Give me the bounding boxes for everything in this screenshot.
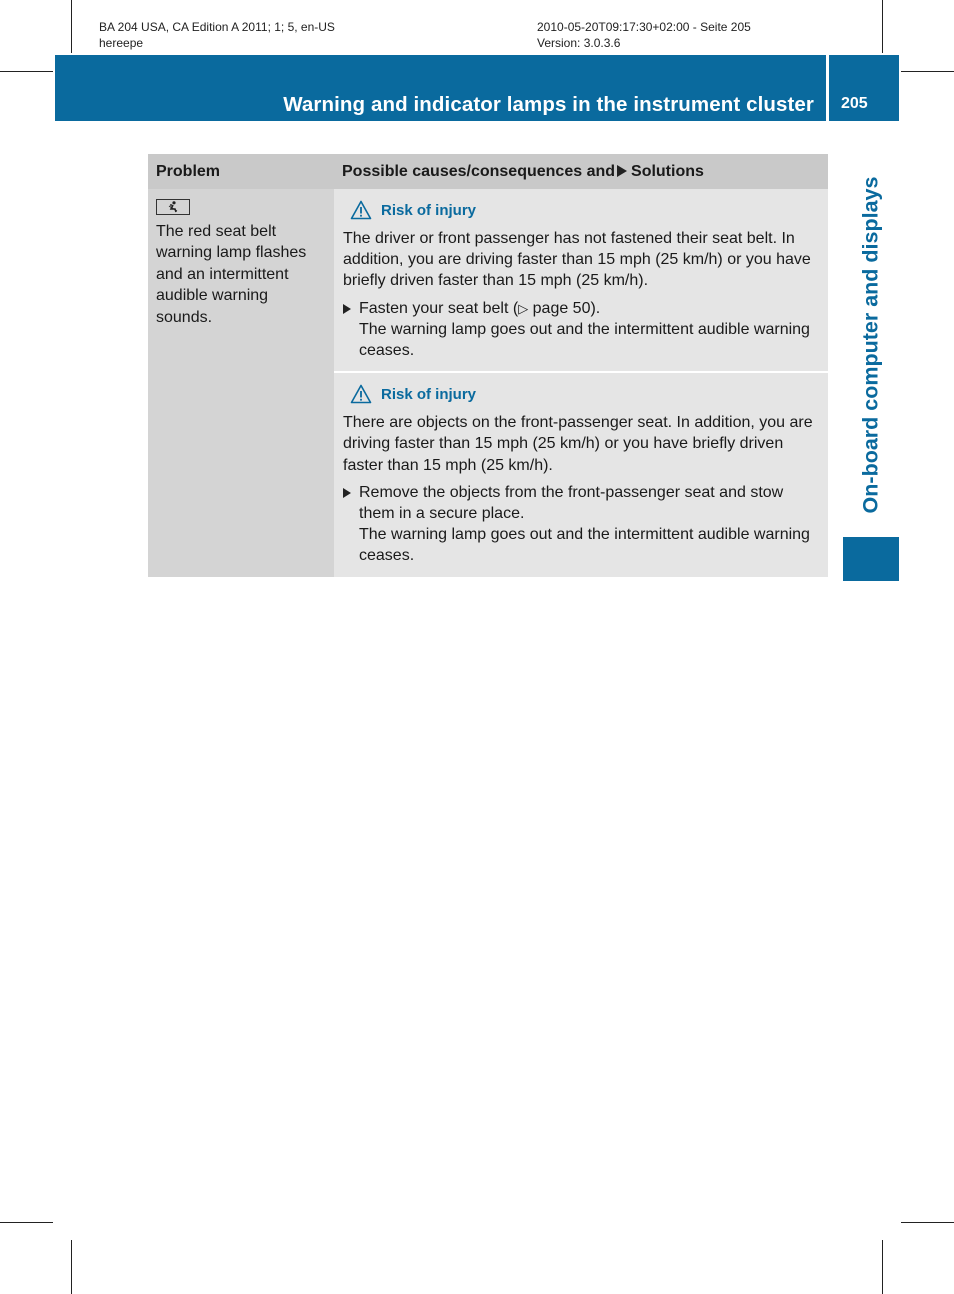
warning-triangle-icon: [350, 384, 372, 404]
page-title: Warning and indicator lamps in the instrument cluster: [283, 93, 814, 116]
column-header-solutions: [334, 154, 828, 189]
crop-mark: [882, 0, 883, 53]
print-meta-left: [99, 19, 335, 51]
print-meta-right: [537, 19, 751, 51]
meta-edition: BA 204 USA, CA Edition A 2011; 1; 5, en-US: [99, 20, 335, 34]
step-arrow-icon: [343, 298, 359, 362]
column-header-causes: Possible causes/consequences and: [342, 163, 616, 180]
column-header-solutions-label: Solutions: [631, 163, 704, 180]
meta-user: hereepe: [99, 36, 144, 50]
chapter-tab-marker: [843, 537, 899, 581]
action-step: [343, 298, 820, 362]
problem-description: The red seat belt warning lamp flashes and an intermittent audible warning sounds.: [156, 223, 307, 326]
step-arrow-icon: [343, 482, 359, 567]
step-text: Fasten your seat belt (: [359, 299, 519, 317]
cause-text: The driver or front passenger has not fastened their seat belt. In addition, you are driving faster than 15 mph (25 km/h) or you have briefly driven faster than 15 mph (25 km/h).: [343, 230, 811, 290]
seat-belt-icon: [156, 199, 190, 215]
warning-notice: [350, 200, 820, 220]
crop-mark: [901, 1222, 954, 1223]
problem-solution-table: [148, 154, 828, 577]
warning-label: Risk of injury: [381, 201, 477, 219]
chapter-tab-label: On-board computer and displays: [858, 176, 883, 514]
page-reference-link[interactable]: page 50).: [532, 299, 601, 317]
step-result: The warning lamp goes out and the intermittent audible warning ceases.: [359, 320, 810, 360]
crop-mark: [71, 0, 72, 53]
arrow-right-icon: [617, 165, 627, 177]
action-step: [343, 482, 820, 567]
crop-mark: [882, 1240, 883, 1294]
cause-text: There are objects on the front-passenger seat. In addition, you are driving faster than 15 mph (25 km/h) or you have briefly driven faster than 15 mph (25 km/h).: [343, 414, 813, 474]
warning-triangle-icon: [350, 200, 372, 220]
problem-cell: [148, 189, 334, 577]
warning-label: Risk of injury: [381, 385, 477, 403]
page-reference-icon: ▷: [518, 300, 529, 316]
meta-timestamp: 2010-05-20T09:17:30+02:00 - Seite 205: [537, 20, 751, 34]
crop-mark: [71, 1240, 72, 1294]
solutions-cell: [334, 189, 828, 577]
solution-block: [334, 371, 828, 576]
section-header: [55, 55, 826, 121]
page-number-box: [829, 55, 899, 121]
solution-block: [334, 189, 828, 371]
step-result: The warning lamp goes out and the intermittent audible warning ceases.: [359, 526, 810, 565]
crop-mark: [0, 71, 53, 72]
column-header-problem: Problem: [156, 163, 221, 180]
crop-mark: [901, 71, 954, 72]
page-number: 205: [841, 95, 868, 112]
step-text: Remove the objects from the front-passenger seat and stow them in a secure place.: [359, 483, 784, 523]
meta-version: Version: 3.0.3.6: [537, 36, 621, 50]
warning-notice: [350, 384, 820, 404]
crop-mark: [0, 1222, 53, 1223]
table-row: [148, 189, 828, 577]
table-header-row: [148, 154, 828, 189]
